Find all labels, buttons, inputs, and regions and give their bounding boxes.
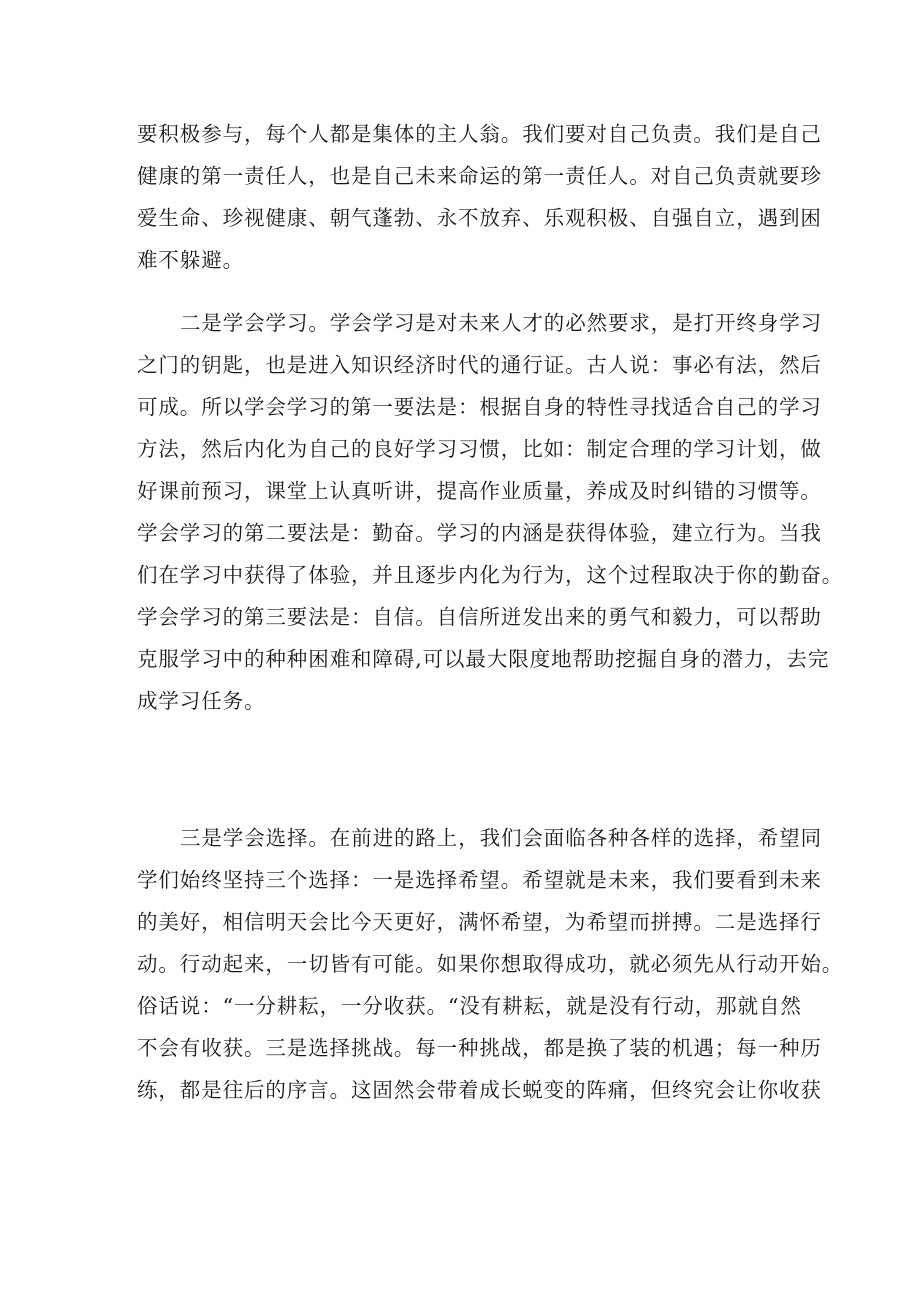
text-line: 俗话说：“一分耕耘，一分收获。“没有耕耘，就是没有行动，那就自然 bbox=[137, 994, 802, 1018]
text-line: 二是学会学习。学会学习是对未来人才的必然要求，是打开终身学习 bbox=[180, 311, 822, 335]
text-line: 学会学习的第二要法是：勤奋。学习的内涵是获得体验，建立行为。当我 bbox=[137, 521, 822, 545]
paragraph-1 bbox=[137, 113, 822, 281]
text-line: 们在学习中获得了体验，并且逐步内化为行为，这个过程取决于你的勤奋。 bbox=[137, 563, 844, 587]
text-line: 好课前预习，课堂上认真听讲，提高作业质量，养成及时纠错的习惯等。 bbox=[137, 479, 822, 503]
paragraph-3 bbox=[137, 817, 844, 1111]
text-line: 三是学会选择。在前进的路上，我们会面临各种各样的选择，希望同 bbox=[180, 826, 822, 850]
text-line: 不会有收获。三是选择挑战。每一种挑战，都是换了装的机遇；每一种历 bbox=[137, 1036, 822, 1060]
text-line: 练，都是往后的序言。这固然会带着成长蜕变的阵痛，但终究会让你收获 bbox=[137, 1078, 822, 1102]
text-line: 动。行动起来，一切皆有可能。如果你想取得成功，就必须先从行动开始。 bbox=[137, 952, 844, 976]
text-line: 爱生命、珍视健康、朝气蓬勃、永不放弃、乐观积极、自强自立，遇到困 bbox=[137, 206, 822, 230]
text-line: 的美好，相信明天会比今天更好，满怀希望，为希望而拼搏。二是选择行 bbox=[137, 910, 822, 934]
text-line: 难不躲避。 bbox=[137, 248, 244, 272]
text-line: 要积极参与，每个人都是集体的主人翁。我们要对自己负责。我们是自己 bbox=[137, 122, 822, 146]
text-line: 健康的第一责任人，也是自己未来命运的第一责任人。对自己负责就要珍 bbox=[137, 164, 822, 188]
text-line: 学们始终坚持三个选择：一是选择希望。希望就是未来，我们要看到未来 bbox=[137, 868, 822, 892]
text-line: 之门的钥匙，也是进入知识经济时代的通行证。古人说：事必有法，然后 bbox=[137, 353, 822, 377]
text-line: 成学习任务。 bbox=[137, 689, 266, 713]
text-line: 克服学习中的种种困难和障碍,可以最大限度地帮助挖掘自身的潜力，去完 bbox=[137, 647, 830, 671]
paragraph-2 bbox=[137, 302, 844, 722]
text-line: 可成。所以学会学习的第一要法是：根据自身的特性寻找适合自己的学习 bbox=[137, 395, 822, 419]
text-line: 学会学习的第三要法是：自信。自信所迸发出来的勇气和毅力，可以帮助 bbox=[137, 605, 822, 629]
text-line: 方法，然后内化为自己的良好学习习惯，比如：制定合理的学习计划，做 bbox=[137, 437, 822, 461]
